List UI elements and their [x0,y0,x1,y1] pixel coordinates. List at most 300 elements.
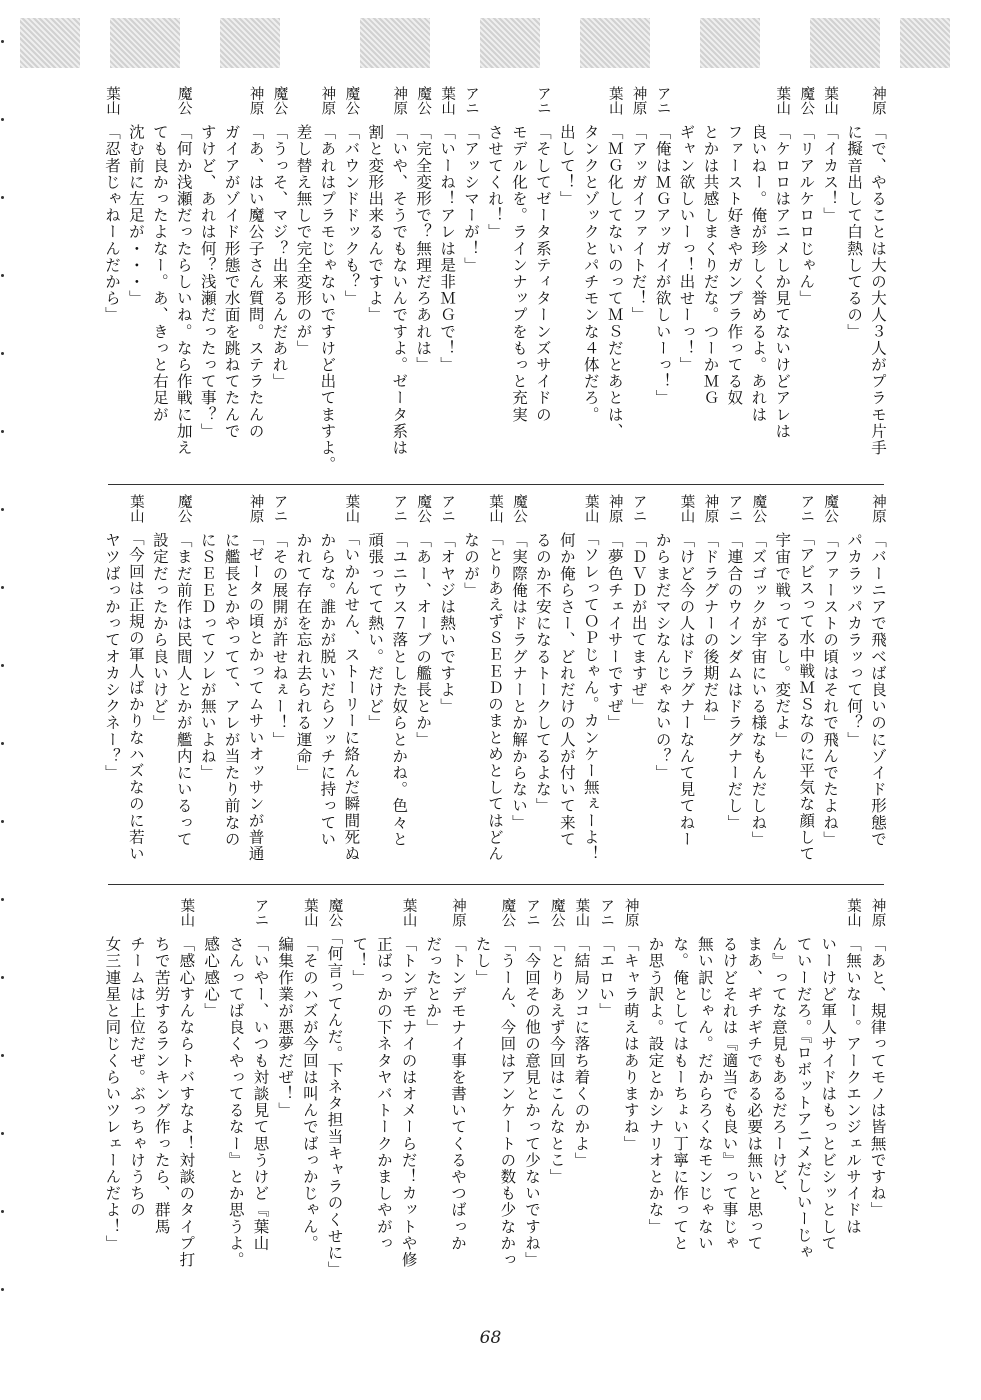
dialogue-text: 「エロい」 [597,935,616,1019]
dialogue-line [292,494,314,862]
speaker-name [676,86,698,124]
dialogue-text: 「ファーストの頃はそれで飛んでたよね」 [821,531,840,848]
speaker-name: 神原 [622,898,639,927]
dialogue-text: かれて存在を忘れ去られる運命」 [294,531,313,781]
dialogue-text: 「今回は正規の軍人ばかりなハズなのに若い [126,530,145,862]
speaker-name [101,494,123,532]
speaker-name: 神原 [870,494,887,523]
speaker-name [348,898,370,936]
margin-dot [1,196,4,199]
dialogue-text: ちで苦労するランキング作ったら、群馬 [152,935,171,1235]
dialogue-line [269,86,291,474]
dialogue-line [699,86,721,474]
dialogue-line [125,494,147,862]
dialogue-line [652,494,674,862]
dialogue-text: に艦長とかやってて、アレが当たり前なの [222,531,241,848]
dialogue-line [771,86,793,474]
dialogue-line [532,86,554,474]
dialogue-text: 「いやー、いつも対談見て思うけど『葉山 [251,935,270,1252]
dialogue-line [340,86,362,474]
dialogue-line [620,898,642,1278]
speaker-name: 葉山 [400,898,417,927]
dialogue-line [436,494,458,862]
dialogue-line [699,494,721,862]
speaker-name [149,86,171,124]
speaker-name [151,898,173,936]
speaker-name [126,898,148,936]
margin-dot [1,820,4,823]
dialogue-text: 「で、やることは大の大人３人がプラモ片手 [869,123,888,456]
margin-dot [1,898,4,901]
dialogue-text: 「何言ってんだ。下ネタ担当キャラのくせに」 [325,929,344,1278]
dialogue-text: 「結局ソコに落ち着くのかよ」 [572,935,591,1169]
dialogue-text: 「感心すんならトバすなよ！対談のタイプ打 [177,935,196,1268]
dialogue-text: 出して！」 [557,123,576,207]
dialogue-text: 「ドラグナーの後期だね」 [701,531,720,731]
speaker-name [274,898,296,936]
dialogue-text: 「連合のウインダムはドラグナーだし」 [725,531,744,831]
dialogue-line [556,86,578,474]
dialogue-text: に擬音出して白熱してるの」 [845,123,864,340]
speaker-name: アニ [252,898,269,927]
speaker-name: 魔公 [271,86,288,115]
dialogue-text: ファースト好きやガンプラ作ってる奴 [725,123,744,406]
dialogue-text: 「その展開が許せねぇー！」 [270,531,289,748]
dialogue-line [245,494,267,862]
speaker-name [460,494,482,532]
dialogue-line [197,494,219,862]
dialogue-text: ても良かったよなー。あ、きっと右足が [150,123,169,423]
speaker-name: アニ [630,494,647,523]
dialogue-line [570,898,592,1278]
dialogue-text: からまだマシなんじゃないの？」 [653,531,672,781]
speaker-name: 葉山 [103,86,120,115]
dialogue-line [200,898,222,1278]
speaker-name [694,898,716,936]
dialogue-line [460,86,482,474]
dialogue-text: 「ユニウス７落とした奴らとかね。色々と [390,531,409,848]
speaker-name [101,898,123,936]
speaker-name [197,86,219,124]
speaker-name [699,86,721,124]
margin-dot [1,352,4,355]
dialogue-text: るけどそれは『適当でも良い』って事じゃ [720,935,739,1252]
dialogue-tier-1 [100,86,890,474]
dialogue-line [292,86,314,474]
dialogue-text: 女三連星と同じくらいツレェーんだよ！」 [103,935,122,1252]
speaker-name: 神原 [606,494,623,523]
speaker-name [125,86,147,124]
dialogue-line [867,86,889,474]
margin-dot [1,742,4,745]
dialogue-text: させてくれ！」 [486,123,504,240]
dialogue-text: 「あー、オーブの艦長とか」 [414,531,433,748]
dialogue-text: 差し替え無しで完全変形のが」 [294,123,313,357]
dialogue-line [422,898,444,1278]
speaker-name: アニ [598,898,615,927]
margin-dot [1,40,4,43]
dialogue-text: 「トンデモナイのはオメーらだ！カットや修 [399,935,418,1268]
speaker-name: 神原 [869,898,886,927]
dialogue-text: るのか不安になるトークしてるよな」 [533,531,552,814]
dialogue-line [747,86,769,474]
speaker-name: 神原 [630,86,647,115]
dialogue-line [269,494,291,862]
speaker-name: 葉山 [678,494,695,523]
dialogue-line [221,86,243,474]
dialogue-line [324,898,346,1278]
scan-header-band [20,18,960,68]
dialogue-text: 「リアルケロロじゃん」 [797,123,816,307]
speaker-name [743,898,765,936]
dialogue-text: なのが」 [462,531,481,599]
speaker-name [747,86,769,124]
dialogue-line [316,86,338,474]
dialogue-line [225,898,247,1278]
speaker-name: 葉山 [343,494,360,523]
dialogue-text: にＳＥＥＤってソレが無いよね」 [198,531,217,781]
dialogue-text: か思う訳よ。設定とかシナリオとかな」 [646,935,665,1235]
dialogue-text: 「あれはプラモじゃないですけど出てますよ。 [318,123,337,473]
speaker-name: 魔公 [326,898,343,927]
dialogue-text: 何か俺らさー、どれだけの人が付いて来て [557,531,576,848]
speaker-name: アニ [391,494,408,523]
dialogue-text: ヤツばっかってオカシクネー？」 [102,531,121,781]
dialogue-text: 設定だったから良いけど」 [150,531,169,731]
margin-dot [1,1054,4,1057]
binding-margin-dots [0,40,6,1360]
dialogue-line [484,494,506,862]
dialogue-text: まあ、ギチギチである必要は無いと思って [745,935,764,1252]
speaker-name [364,494,386,532]
dialogue-text: 「夢色チェイサーですぜ」 [605,531,624,731]
speaker-name: 魔公 [343,86,360,115]
dialogue-line [768,898,790,1278]
dialogue-line [743,898,765,1278]
speaker-name: アニ [726,494,743,523]
dialogue-line [793,898,815,1278]
speaker-name [817,898,839,936]
speaker-name [793,898,815,936]
dialogue-line [521,898,543,1278]
margin-dot [1,118,4,121]
dialogue-text: 「キャラ萌えはありますね」 [621,935,640,1152]
speaker-name [149,494,171,532]
speaker-name: アニ [534,86,551,115]
dialogue-text: タンクとゾックとパチモンな４体だろ。 [581,123,600,423]
dialogue-line [221,494,243,862]
tier-divider [108,884,884,885]
dialogue-text: 「ゼータの頃とかってムサいオッサンが普通 [246,530,265,862]
dialogue-line [173,494,195,862]
dialogue-line [274,898,296,1278]
dialogue-line [676,86,698,474]
dialogue-line [628,494,650,862]
speaker-name: 葉山 [301,898,318,927]
dialogue-line [364,86,386,474]
dialogue-text: な。俺としてはもーちょい丁寧に作ってと [671,935,690,1252]
speaker-name: 葉山 [487,494,503,523]
dialogue-line [149,86,171,474]
dialogue-line [316,494,338,862]
speaker-name: 神原 [391,86,408,115]
speaker-name [843,494,865,532]
dialogue-line [299,898,321,1278]
dialogue-text: 正ばっかの下ネタヤバトークかましやがっ [374,935,393,1252]
dialogue-text: 「あと、規律ってモノは皆無ですね」 [868,935,887,1218]
speaker-name: 神原 [870,86,887,115]
speaker-name: 魔公 [548,898,565,927]
dialogue-text: とかは共感しまくりだな。つーかＭＧ [701,123,720,406]
dialogue-text: ん』ってな意見もあるだろーけど、 [769,935,788,1202]
dialogue-line [747,494,769,862]
dialogue-line [412,86,434,474]
speaker-name [508,86,530,124]
dialogue-line [580,86,602,474]
dialogue-line [484,86,506,474]
dialogue-text: ガイアがゾイド形態で水面を跳ねてたんで [222,123,241,440]
dialogue-line [508,494,530,862]
margin-dot [1,664,4,667]
speaker-name [221,86,243,124]
speaker-name: 葉山 [178,898,195,927]
dialogue-line [472,898,494,1278]
dialogue-line [151,898,173,1278]
speaker-name [422,898,444,936]
dialogue-text: たし」 [473,935,492,986]
dialogue-text: 「バウンドドックも？」 [342,123,361,307]
dialogue-text: からな。誰かが脱いだらソッチに持ってい [318,531,337,848]
dialogue-line [604,86,626,474]
dialogue-line [867,898,889,1278]
speaker-name: 魔公 [499,898,516,927]
margin-dot [1,508,4,511]
dialogue-text: 「うっそ、マジ？出来るんだあれ」 [270,123,289,390]
speaker-name [556,86,578,124]
speaker-name [556,494,578,532]
dialogue-text: 「ＤＶＤが出てますぜ」 [629,531,648,715]
dialogue-text: 「オヤジは熱いですよ」 [438,531,457,715]
dialogue-line [532,494,554,862]
dialogue-text: 「とりあえず今回はこんなとこ」 [547,935,566,1185]
dialogue-line [447,898,469,1278]
dialogue-text: 頑張ってて熱い。だけど」 [366,531,385,731]
dialogue-line [843,86,865,474]
speaker-name: 魔公 [510,494,527,523]
dialogue-line [819,86,841,474]
speaker-name: 葉山 [127,494,144,523]
dialogue-line [348,898,370,1278]
dialogue-text: 「とりあえずＳＥＥＤのまとめとしてはどん [486,530,504,862]
speaker-name [221,494,243,532]
dialogue-text: 「無いなー。アークエンジェルサイドは [843,935,862,1235]
speaker-name: 葉山 [774,86,791,115]
speaker-name: 葉山 [582,494,599,523]
dialogue-line [723,494,745,862]
dialogue-line [508,86,530,474]
dialogue-line [842,898,864,1278]
speaker-name [197,494,219,532]
speaker-name [316,494,338,532]
speaker-name: アニ [439,494,456,523]
dialogue-text: 良いねー。俺が珍しく誉めるよ。あれは [749,123,768,423]
dialogue-line [340,494,362,862]
dialogue-text: 「いや、そうでもないんですよ。ゼータ系は [390,123,409,456]
dialogue-line [628,86,650,474]
speaker-name: 葉山 [844,898,861,927]
speaker-name [373,898,395,936]
speaker-name: 葉山 [822,86,839,115]
dialogue-line [795,86,817,474]
margin-dot [1,274,4,277]
margin-dot [1,586,4,589]
dialogue-line [604,494,626,862]
dialogue-line [173,86,195,474]
dialogue-line [723,86,745,474]
dialogue-line [373,898,395,1278]
margin-dot [1,976,4,979]
dialogue-line [644,898,666,1278]
speaker-name: アニ [463,86,480,115]
dialogue-line [496,898,518,1278]
dialogue-text: ていーだろ。『ロボットアニメだしいーじゃ [794,935,813,1260]
dialogue-line [101,898,123,1278]
dialogue-line [867,494,889,862]
dialogue-text: 「ケロロはアニメしか見てないけどアレは [773,123,792,440]
dialogue-text: 「あ、はい魔公子さん質問。ステラたんの [246,123,265,440]
dialogue-line [249,898,271,1278]
dialogue-text: 「完全変形で？無理だろあれは」 [414,123,433,373]
speaker-name: 葉山 [606,86,623,115]
dialogue-text: ギャン欲しいーっ！出せーっ！」 [677,123,696,373]
dialogue-text: 割と変形出来るんですよ」 [366,123,385,323]
dialogue-text: チームは上位だぜ。ぶっちゃけうちの [128,935,147,1218]
dialogue-line [546,898,568,1278]
dialogue-text: 「バーニアで飛べば良いのにゾイド形態で [869,531,888,848]
dialogue-text: だったとか」 [424,935,443,1036]
dialogue-text: 「そしてゼータ系ティターンズサイドの [533,123,552,423]
speaker-name: 魔公 [175,86,192,115]
dialogue-line [694,898,716,1278]
margin-dot [1,430,4,433]
speaker-name [771,494,793,532]
speaker-name [364,86,386,124]
dialogue-line [843,494,865,862]
speaker-name [719,898,741,936]
page-number: 68 [479,1328,502,1348]
speaker-name [292,86,314,124]
speaker-name: 神原 [319,86,336,115]
dialogue-line [412,494,434,862]
dialogue-line [101,86,123,474]
speaker-name [200,898,222,936]
speaker-name [532,494,554,532]
dialogue-text: 「アッシマーが！」 [462,123,481,274]
dialogue-line [197,86,219,474]
speaker-name: 神原 [247,494,264,523]
speaker-name: アニ [654,86,671,115]
dialogue-text: 「今回その他の意見とかって少ないですね」 [523,935,542,1268]
speaker-name [652,494,674,532]
speaker-name [225,898,247,936]
speaker-name: 魔公 [822,494,839,523]
dialogue-line [388,494,410,862]
dialogue-text: 「うーん、今回はアンケートの数も少なかっ [498,935,517,1268]
dialogue-text: 「何か浅瀬だったらしいね。なら作戦に加え [174,123,193,456]
dialogue-line [398,898,420,1278]
margin-dot [1,1132,4,1135]
dialogue-text: さんってば良くやってるなー』とか思うよ。 [226,935,245,1268]
dialogue-text: 無い訳じゃん。だからろくなモンじゃない [695,935,714,1252]
dialogue-text: 宇宙で戦ってるし。変だよ」 [773,531,792,748]
dialogue-text: 「まだ前作は民間人とかが艦内にいるって [174,531,193,848]
dialogue-text: 「ＭＧ化してないのってＭＳだとあとは、 [605,123,624,440]
speaker-name: 魔公 [175,494,192,523]
dialogue-text: 「イカス！」 [821,123,840,224]
dialogue-text: 「トンデモナイ事を書いてくるやつばっか [448,935,467,1252]
dialogue-text: 感心感心」 [202,935,221,1019]
dialogue-text: 「アビスって水中戦ＭＳなのに平気な顔して [797,530,816,862]
dialogue-text: 「ズゴックが宇宙にいる様なもんだしね」 [749,531,768,848]
speaker-name: アニ [271,494,288,523]
dialogue-line [652,86,674,474]
dialogue-text: 「実際俺はドラグナーとか解からない」 [509,531,528,831]
dialogue-line [817,898,839,1278]
margin-dot [1,1210,4,1213]
dialogue-text: 「忍者じゃねーんだから」 [102,123,121,323]
dialogue-text: いーけど軍人サイドはもっとビシッとして [819,935,838,1252]
speaker-name [669,898,691,936]
dialogue-text: 「ソレってＯＰじゃん。カンケー無ぇーよ！ [581,530,600,862]
dialogue-line [388,86,410,474]
speaker-name [580,86,602,124]
dialogue-text: 「そのハズが今回は叫んでばっかじゃん。 [300,935,319,1252]
dialogue-text: 沈む前に左足が・・・」 [126,123,145,307]
speaker-name: 魔公 [415,494,432,523]
dialogue-line [175,898,197,1278]
speaker-name [843,86,865,124]
speaker-name [723,86,745,124]
dialogue-line [460,494,482,862]
speaker-name [768,898,790,936]
dialogue-line [101,494,123,862]
dialogue-line [126,898,148,1278]
dialogue-line [676,494,698,862]
dialogue-text: モデル化を。ラインナップをもっと充実 [509,123,528,423]
dialogue-text: 「けど今の人はドラグナーなんて見てねー [677,531,696,848]
dialogue-line [595,898,617,1278]
dialogue-line [580,494,602,862]
speaker-name: 神原 [449,898,466,927]
dialogue-text: すけど、あれは何？浅瀬だったって事？」 [198,123,217,440]
speaker-name [472,898,494,936]
dialogue-line [556,494,578,862]
dialogue-text: パカラッパカラッって何？」 [845,531,864,748]
speaker-name: 魔公 [415,86,432,115]
speaker-name: 葉山 [439,86,456,115]
tier-divider [108,484,884,485]
dialogue-text: 「いーね！アレは是非ＭＧで！」 [438,123,457,373]
dialogue-text: 編集作業が悪夢だぜ！」 [276,935,295,1119]
dialogue-line [719,898,741,1278]
dialogue-line [669,898,691,1278]
dialogue-line [819,494,841,862]
dialogue-line [125,86,147,474]
dialogue-line [795,494,817,862]
speaker-name: 魔公 [750,494,767,523]
speaker-name: 神原 [702,494,719,523]
speaker-name [292,494,314,532]
